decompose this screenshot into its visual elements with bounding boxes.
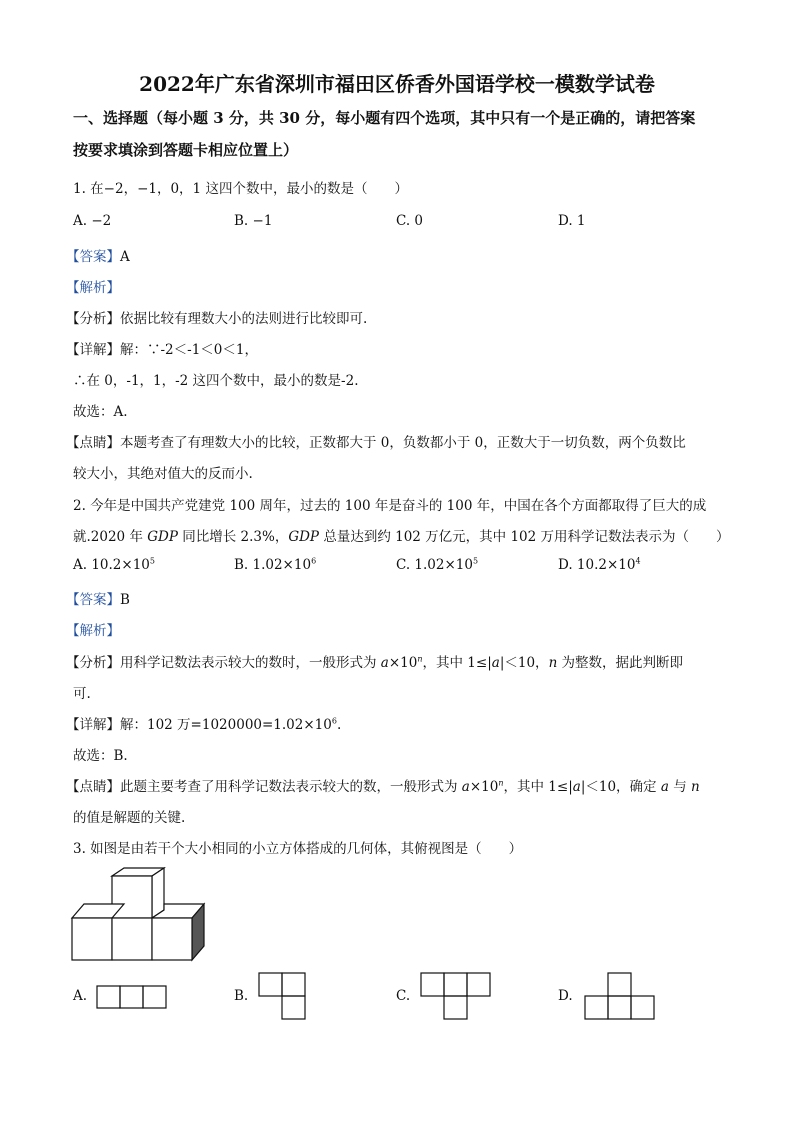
q1-detail-text: 解：∵-2＜-1＜0＜1， (120, 342, 258, 358)
q1-answer-row (66, 245, 130, 265)
q2-stem-line1: 2. 今年是中国共产党建党 100 周年，过去的 100 年是奋斗的 100 年，中国在各个方面都取得了巨大的成 (73, 498, 707, 514)
q2-option-a (73, 557, 155, 573)
fenxi-label: 【分析】 (66, 655, 120, 671)
page-title: 2022年广东省深圳市福田区侨香外国语学校一模数学试卷 (139, 72, 655, 96)
q3-option-b-figure (258, 972, 308, 1022)
q1-comment-line1: 本题考查了有理数大小的比较，正数都大于 0，负数都小于 0，正数大于一切负数，两个负数比 (120, 435, 686, 451)
q1-comment-line2: 较大小，其绝对值大的反而小. (73, 466, 253, 482)
grid-cell (97, 986, 120, 1008)
grid-cell (585, 996, 608, 1019)
cube-front-face (72, 918, 112, 960)
q2-comment-text: 此题主要考查了用科学记数法表示较大的数，一般形式为 (120, 779, 462, 795)
math-var: n (691, 779, 700, 795)
grid-cell (444, 973, 467, 996)
q2-stem-line2 (73, 525, 730, 545)
q3-option-d-figure (584, 972, 656, 1022)
q2-stem-text-b: 同比增长 2.3%， (177, 529, 289, 545)
q2-fenxi-text: ×10 (388, 655, 418, 671)
grid-cell (282, 973, 305, 996)
option-base: A. 10.2×10 (73, 557, 150, 573)
q2-gdp-term: GDP (147, 529, 178, 545)
section-heading-line1: 一、选择题（每小题 3 分，共 30 分，每小题有四个选项，其中只有一个是正确的，请把答案 (73, 109, 696, 127)
comment-label: 【点睛】 (66, 779, 120, 795)
grid-cell (608, 973, 631, 996)
q2-detail-row (66, 713, 341, 733)
q2-fenxi-text: |＜10， (499, 655, 549, 671)
grid-cell (120, 986, 143, 1008)
q3-cube-figure (70, 866, 210, 962)
comment-label: 【点睛】 (66, 435, 120, 451)
q2-detail-text: 解：102 万=1020000=1.02×10 (120, 717, 332, 733)
q2-stem-text-c: 总量达到约 102 万亿元，其中 102 万用科学记数法表示为（ ） (319, 529, 730, 545)
q2-comment-row (66, 775, 700, 795)
q3-option-d-label: D. (558, 988, 573, 1004)
option-exponent: 5 (149, 556, 155, 566)
option-base: C. 1.02×10 (396, 557, 473, 573)
math-var: a (380, 655, 389, 671)
q2-choose: 故选：B. (73, 748, 128, 764)
grid-cell (631, 996, 654, 1019)
grid-cell (143, 986, 166, 1008)
q1-fenxi-row (66, 307, 367, 327)
option-exponent: 4 (635, 556, 641, 566)
q1-option-b: B. −1 (234, 213, 273, 229)
option-exponent: 5 (472, 556, 479, 566)
q3-option-a-figure (96, 985, 168, 1009)
detail-label: 【详解】 (66, 342, 120, 358)
q3-option-c-label: C. (396, 988, 411, 1004)
q2-stem-text-a: 就.2020 年 (73, 529, 148, 545)
q2-comment-line2: 的值是解题的关键. (73, 810, 186, 826)
q1-option-d: D. 1 (558, 213, 586, 229)
q1-option-c: C. 0 (396, 213, 424, 229)
q1-detail-row (66, 338, 258, 358)
q2-detail-text: . (336, 717, 342, 733)
q2-fenxi-row (66, 651, 683, 671)
math-exponent: 6 (331, 716, 337, 726)
grid-cell (608, 996, 631, 1019)
cube-front-face (152, 918, 192, 960)
q1-answer-value: A (120, 249, 130, 265)
q1-detail-line2: ∴在 0，-1，1，-2 这四个数中，最小的数是-2. (73, 373, 359, 389)
q3-option-b-label: B. (234, 988, 249, 1004)
q2-fenxi-text: ，其中 1≤| (422, 655, 492, 671)
q2-answer-value: B (120, 592, 130, 608)
q1-comment-row (66, 431, 686, 451)
q2-comment-text: ，其中 1≤| (503, 779, 573, 795)
option-base: D. 10.2×10 (558, 557, 636, 573)
q2-comment-text: ×10 (469, 779, 499, 795)
q2-option-b (234, 557, 316, 573)
math-exponent: n (498, 778, 504, 788)
q2-fenxi-text: 为整数，据此判断即 (557, 655, 684, 671)
grid-cell (282, 996, 305, 1019)
q2-fenxi-line2: 可. (73, 686, 91, 702)
cube-front-face (112, 918, 152, 960)
q1-stem: 1. 在−2，−1，0，1 这四个数中，最小的数是（ ） (73, 181, 408, 197)
q2-comment-text: |＜10，确定 (580, 779, 661, 795)
q3-option-a-label: A. (73, 988, 88, 1004)
q1-fenxi-text: 依据比较有理数大小的法则进行比较即可. (120, 311, 368, 327)
q1-analysis-label: 【解析】 (66, 280, 120, 296)
option-base: B. 1.02×10 (234, 557, 312, 573)
detail-label: 【详解】 (66, 717, 120, 733)
q2-option-c (396, 557, 478, 573)
math-var: a (461, 779, 470, 795)
q2-fenxi-text: 用科学记数法表示较大的数时，一般形式为 (120, 655, 381, 671)
grid-cell (259, 973, 282, 996)
section-heading-line2: 按要求填涂到答题卡相应位置上） (73, 141, 299, 159)
q3-option-c-figure (420, 972, 492, 1022)
answer-label: 【答案】 (66, 249, 120, 265)
grid-cell (444, 996, 467, 1019)
math-var: a (660, 779, 669, 795)
answer-label: 【答案】 (66, 592, 120, 608)
math-var: a (491, 655, 500, 671)
math-var: n (548, 655, 558, 671)
q2-gdp-term: GDP (288, 529, 320, 545)
math-var: a (572, 779, 581, 795)
q1-option-a: A. −2 (73, 213, 112, 229)
q1-choose: 故选：A. (73, 404, 128, 420)
q3-stem: 3. 如图是由若干个大小相同的小立方体搭成的几何体，其俯视图是（ ） (73, 841, 523, 857)
grid-cell (421, 973, 444, 996)
math-exponent: n (417, 654, 423, 664)
q2-analysis-label: 【解析】 (66, 623, 120, 639)
q2-answer-row (66, 588, 130, 608)
option-exponent: 6 (311, 556, 317, 566)
q2-option-d (558, 557, 641, 573)
grid-cell (467, 973, 490, 996)
fenxi-label: 【分析】 (66, 311, 120, 327)
q2-comment-text: 与 (668, 779, 692, 795)
